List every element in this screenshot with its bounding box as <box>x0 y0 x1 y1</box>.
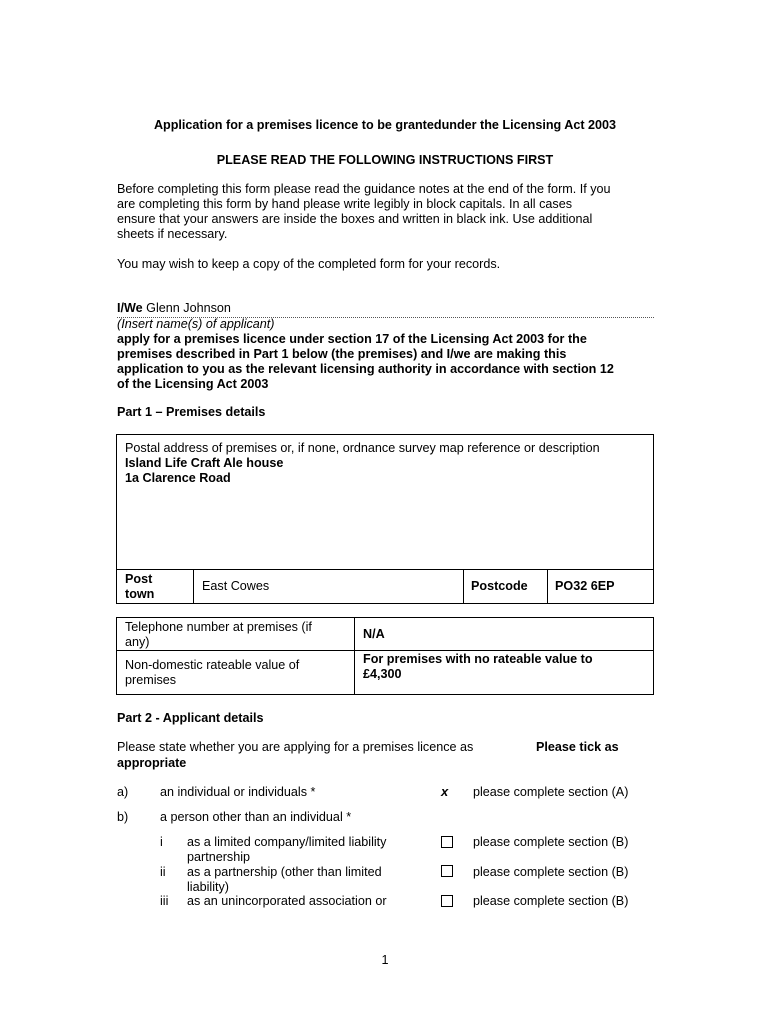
sub-option-iii-numeral: iii <box>160 894 169 908</box>
rateable-value[interactable] <box>363 652 593 682</box>
sub-option-text-line: partnership <box>187 850 251 864</box>
divider <box>193 569 194 603</box>
post-town-value[interactable]: East Cowes <box>202 579 270 593</box>
part2-heading: Part 2 - Applicant details <box>117 711 264 725</box>
form-title: Application for a premises licence to be grantedunder the Licensing Act 2003 <box>153 118 617 132</box>
applicant-name-row <box>117 301 231 316</box>
sub-option-iii-action: please complete section (B) <box>473 894 629 908</box>
part2-question: Please state whether you are applying for a premises licence as <box>117 740 474 754</box>
telephone-label-line: any) <box>125 635 150 649</box>
option-b-letter: b) <box>117 810 129 824</box>
telephone-value[interactable]: N/A <box>363 627 385 641</box>
option-a-letter: a) <box>117 785 129 799</box>
part1-heading: Part 1 – Premises details <box>117 405 266 419</box>
sub-option-i-checkbox[interactable] <box>441 836 453 848</box>
statement-line: application to you as the relevant licensing authority in accordance with section 12 <box>117 362 614 376</box>
sub-option-text-line: liability) <box>187 880 229 894</box>
intro-line: sheets if necessary. <box>117 227 228 241</box>
applicant-insert-hint: (Insert name(s) of applicant) <box>117 317 275 331</box>
divider <box>117 650 653 651</box>
statement-line: premises described in Part 1 below (the premises) and I/we are making this <box>117 347 567 361</box>
premises-info-table <box>116 617 654 695</box>
statement-line: apply for a premises licence under section 17 of the Licensing Act 2003 for the <box>117 332 587 346</box>
intro-line: are completing this form by hand please write legibly in block capitals. In all cases <box>117 197 572 211</box>
sub-option-ii-action: please complete section (B) <box>473 865 629 879</box>
post-town-label <box>125 572 154 602</box>
sub-option-ii-numeral: ii <box>160 865 166 879</box>
part2-question-cont: appropriate <box>117 756 187 770</box>
sub-option-iii-checkbox[interactable] <box>441 895 453 907</box>
divider <box>354 618 355 694</box>
sub-option-i-action: please complete section (B) <box>473 835 629 849</box>
sub-option-iii-text: as an unincorporated association or <box>187 894 387 908</box>
sub-option-i-numeral: i <box>160 835 163 849</box>
address-line-1[interactable]: Island Life Craft Ale house <box>125 456 284 470</box>
tick-header: Please tick as <box>536 740 619 754</box>
page-number: 1 <box>381 953 389 967</box>
rateable-label-line: Non-domestic rateable value of <box>125 658 300 672</box>
address-label: Postal address of premises or, if none, ordnance survey map reference or description <box>125 441 600 455</box>
intro-line: ensure that your answers are inside the boxes and written in black ink. Use additional <box>117 212 593 226</box>
address-line-2[interactable]: 1a Clarence Road <box>125 471 231 485</box>
rateable-label <box>125 658 299 688</box>
sub-option-i-text <box>187 835 386 865</box>
option-b-text: a person other than an individual * <box>160 810 352 824</box>
applicant-prefix: I/We <box>117 301 143 315</box>
option-a-text: an individual or individuals * <box>160 785 316 799</box>
sub-option-ii-text <box>187 865 382 895</box>
applicant-name: Glenn Johnson <box>146 301 231 315</box>
premises-address-box <box>116 434 654 604</box>
application-statement <box>117 332 662 392</box>
telephone-label-line: Telephone number at premises (if <box>125 620 312 634</box>
intro-paragraph <box>117 182 662 242</box>
rateable-value-line: £4,300 <box>363 667 402 681</box>
post-town-label-line: town <box>125 587 155 601</box>
option-a-action: please complete section (A) <box>473 785 629 799</box>
sub-option-text-line: as a partnership (other than limited <box>187 865 382 879</box>
intro-line: Before completing this form please read the guidance notes at the end of the form. If you <box>117 182 611 196</box>
instructions-heading: PLEASE READ THE FOLLOWING INSTRUCTIONS FIRST <box>216 153 554 167</box>
post-town-label-line: Post <box>125 572 153 586</box>
divider <box>547 569 548 603</box>
statement-line: of the Licensing Act 2003 <box>117 377 269 391</box>
telephone-label <box>125 620 312 650</box>
sub-option-text-line: as a limited company/limited liability <box>187 835 387 849</box>
sub-option-ii-checkbox[interactable] <box>441 865 453 877</box>
rateable-label-line: premises <box>125 673 177 687</box>
divider <box>463 569 464 603</box>
postcode-value[interactable]: PO32 6EP <box>555 579 615 593</box>
option-a-tick-mark[interactable]: x <box>441 784 449 799</box>
copy-note: You may wish to keep a copy of the completed form for your records. <box>117 257 501 271</box>
postcode-label: Postcode <box>471 579 528 593</box>
rateable-value-line: For premises with no rateable value to <box>363 652 593 666</box>
post-town-row-divider <box>117 569 653 570</box>
